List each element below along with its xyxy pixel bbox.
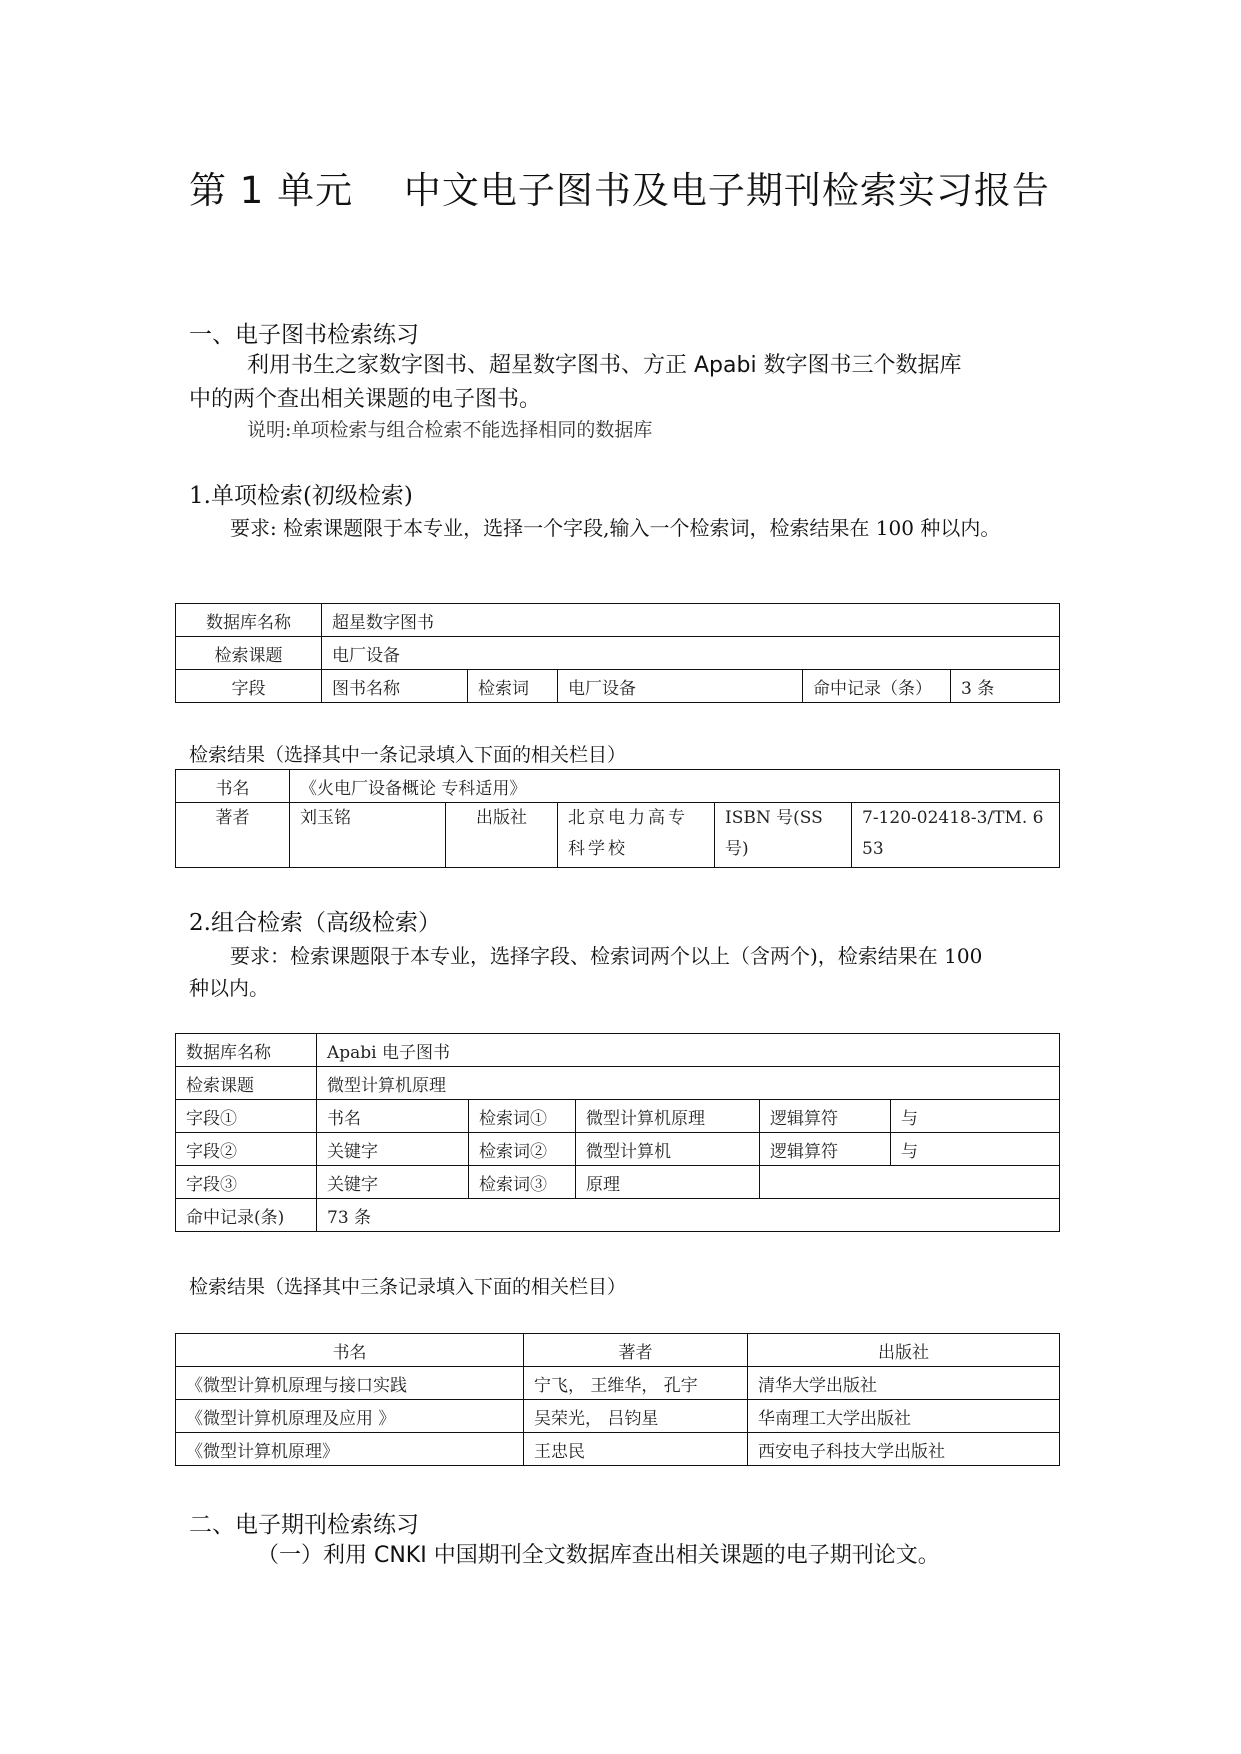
book-author-cell: 吴荣光， 吕钧星: [524, 1400, 748, 1433]
book-publisher-cell: 华南理工大学出版社: [748, 1400, 1060, 1433]
page-title: 第 1 单元 中文电子图书及电子期刊检索实习报告: [189, 169, 1050, 212]
section1-intro-line1: 利用书生之家数字图书、超星数字图书、方正 Apabi 数字图书三个数据库: [247, 353, 962, 378]
combo-topic-value: 微型计算机原理: [317, 1067, 1060, 1100]
combo-term-value: 微型计算机: [576, 1133, 760, 1166]
topic-value: 电厂设备: [322, 637, 1060, 670]
combo-logic-label: 逻辑算符: [760, 1133, 891, 1166]
single-search-requirement: 要求: 检索课题限于本专业，选择一个字段,输入一个检索词，检索结果在 100 种以内。: [230, 516, 1001, 540]
db-value: 超星数字图书: [322, 604, 1060, 637]
book-publisher-cell: 西安电子科技大学出版社: [748, 1433, 1060, 1466]
book-publisher-cell: 清华大学出版社: [748, 1367, 1060, 1400]
section1-intro-line2: 中的两个查出相关课题的电子图书。: [189, 387, 542, 412]
combo-requirement-line1: 要求：检索课题限于本专业，选择字段、检索词两个以上（含两个)，检索结果在 100: [230, 944, 983, 968]
combo-term-label: 检索词③: [469, 1166, 576, 1199]
combo-db-value: Apabi 电子图书: [317, 1034, 1060, 1067]
combo-row-3: [176, 1166, 1060, 1199]
isbn-value: 7-120-02418-3/TM. 653: [852, 803, 1060, 868]
combo-search-heading: 2.组合检索（高级检索）: [189, 910, 441, 936]
book-author-cell: 宁飞， 王维华， 孔宇: [524, 1367, 748, 1400]
combo-requirement-line2: 种以内。: [189, 976, 269, 1000]
col-header-publisher: 出版社: [748, 1334, 1060, 1367]
isbn-label: ISBN 号(SS 号): [715, 803, 852, 868]
result-header-row: [176, 1334, 1060, 1367]
term-label: 检索词: [468, 670, 558, 703]
combo-field-value: 书名: [317, 1100, 469, 1133]
db-label: 数据库名称: [176, 604, 322, 637]
combo-hits-value: 73 条: [317, 1199, 1060, 1232]
single-result-table: [175, 769, 1060, 868]
combo-result-caption: 检索结果（选择其中三条记录填入下面的相关栏目）: [189, 1276, 627, 1298]
combo-term-value: 微型计算机原理: [576, 1100, 760, 1133]
book-title-cell: 《微型计算机原理》: [176, 1433, 524, 1466]
field-value: 图书名称: [322, 670, 468, 703]
book-title-cell: 《微型计算机原理与接口实践: [176, 1367, 524, 1400]
combo-empty-cell: [760, 1166, 1060, 1199]
combo-hits-label: 命中记录(条): [176, 1199, 317, 1232]
single-result-caption: 检索结果（选择其中一条记录填入下面的相关栏目）: [189, 744, 627, 766]
book-label: 书名: [176, 770, 290, 803]
combo-field-label: 字段③: [176, 1166, 317, 1199]
field-label: 字段: [176, 670, 322, 703]
publisher-value: 北京电力高专科学校: [558, 803, 715, 868]
combo-term-value: 原理: [576, 1166, 760, 1199]
combo-result-table: [175, 1333, 1060, 1466]
single-search-heading: 1.单项检索(初级检索): [189, 483, 413, 509]
book-title-cell: 《微型计算机原理及应用 》: [176, 1400, 524, 1433]
combo-field-label: 字段②: [176, 1133, 317, 1166]
combo-row-2: [176, 1133, 1060, 1166]
book-author-cell: 王忠民: [524, 1433, 748, 1466]
combo-term-label: 检索词①: [469, 1100, 576, 1133]
topic-label: 检索课题: [176, 637, 322, 670]
author-label: 著者: [176, 803, 290, 868]
table-row: [176, 1367, 1060, 1400]
combo-row-1: [176, 1100, 1060, 1133]
hits-value: 3 条: [951, 670, 1060, 703]
combo-term-label: 检索词②: [469, 1133, 576, 1166]
table-row: [176, 1433, 1060, 1466]
hits-label: 命中记录（条）: [803, 670, 951, 703]
combo-field-value: 关键字: [317, 1133, 469, 1166]
section2-heading: 二、电子期刊检索练习: [189, 1512, 419, 1538]
combo-logic-label: 逻辑算符: [760, 1100, 891, 1133]
combo-db-label: 数据库名称: [176, 1034, 317, 1067]
section2-item1: （一）利用 CNKI 中国期刊全文数据库查出相关课题的电子期刊论文。: [257, 1543, 940, 1568]
section1-note: 说明:单项检索与组合检索不能选择相同的数据库: [247, 419, 653, 441]
publisher-label: 出版社: [446, 803, 558, 868]
author-value: 刘玉铭: [290, 803, 446, 868]
combo-topic-label: 检索课题: [176, 1067, 317, 1100]
combo-search-table: [175, 1033, 1060, 1232]
combo-field-label: 字段①: [176, 1100, 317, 1133]
term-value: 电厂设备: [558, 670, 803, 703]
combo-logic-value: 与: [891, 1100, 1060, 1133]
book-value: 《火电厂设备概论 专科适用》: [290, 770, 1060, 803]
combo-logic-value: 与: [891, 1133, 1060, 1166]
col-header-author: 著者: [524, 1334, 748, 1367]
single-search-table: [175, 603, 1060, 703]
col-header-title: 书名: [176, 1334, 524, 1367]
table-row: [176, 1400, 1060, 1433]
section1-heading: 一、电子图书检索练习: [189, 322, 419, 348]
combo-field-value: 关键字: [317, 1166, 469, 1199]
